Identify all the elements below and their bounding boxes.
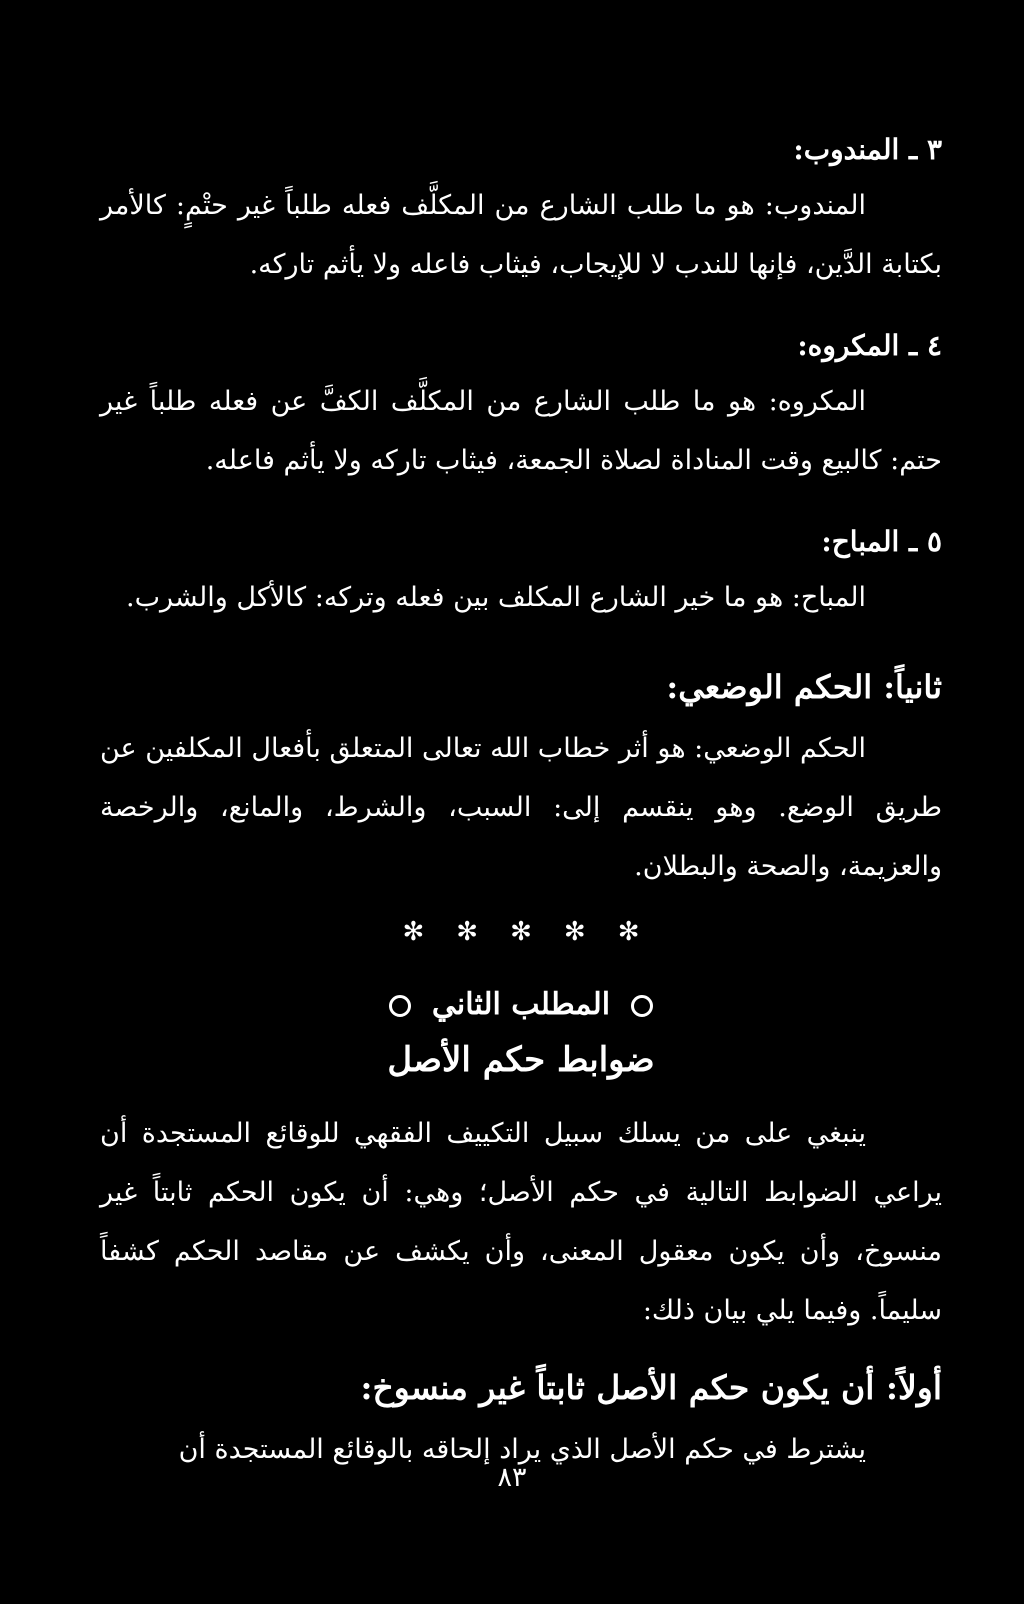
section-separator [100,912,942,952]
heading-mandub: ٣ ـ المندوب: [793,133,942,166]
paragraph-mandub: المندوب: هو ما طلب الشارع من المكلَّف فعله طلباً غير حتْمٍ: كالأمر بكتابة الدَّين، فإنها للندب لا للإيجاب، فيثاب فاعله ولا يأثم تاركه. [100,190,942,280]
section-subtitle: ضوابط حكم الأصل [387,1040,655,1080]
section-title-text: المطلب الثاني [431,987,611,1022]
heading-wadi: ثانياً: الحكم الوضعي: [666,668,942,706]
heading-makruh: ٤ ـ المكروه: [797,329,942,362]
section-title [100,980,942,1030]
page-body [100,128,942,1479]
star-icon: ✻ [563,917,586,947]
paragraph-first: يشترط في حكم الأصل الذي يراد إلحاقه بالوقائع المستجدة أن [178,1434,866,1465]
block-mubah [100,520,942,627]
paragraph-wadi: الحكم الوضعي: هو أثر خطاب الله تعالى المتعلق بأفعال المكلفين عن طريق الوضع. وهو ينقسم إلى: السبب، والشرط، والمانع، والرخصة والعزيمة، والصحة والبطلان. [99,733,942,882]
block-wadi [100,663,942,896]
block-makruh [100,324,942,490]
star-icon: ✻ [456,917,479,947]
block-mandub [100,128,942,294]
ring-icon [631,995,653,1017]
heading-mubah: ٥ ـ المباح: [821,525,942,558]
ring-icon [389,995,411,1017]
paragraph-mubah: المباح: هو ما خير الشارع المكلف بين فعله وتركه: كالأكل والشرب. [126,582,866,613]
star-icon: ✻ [617,917,640,947]
star-icon: ✻ [402,917,425,947]
star-icon: ✻ [510,917,532,947]
paragraph-makruh: المكروه: هو ما طلب الشارع من المكلَّف الكفَّ عن فعله طلباً غير حتم: كالبيع وقت المناداة لصلاة الجمعة، فيثاب تاركه ولا يأثم فاعله. [100,386,942,476]
page-number: ٨٣ [497,1462,527,1493]
paragraph-intro: ينبغي على من يسلك سبيل التكييف الفقهي للوقائع المستجدة أن يراعي الضوابط التالية في حكم الأصل؛ وهي: أن يكون الحكم ثابتاً غير منسوخ، وأن يكون معقول المعنى، وأن يكشف عن مقاصد الحكم كشفاً سليماً. وفيما يلي بيان ذلك: [100,1118,942,1326]
heading-first: أولاً: أن يكون حكم الأصل ثابتاً غير منسوخ: [360,1368,942,1407]
